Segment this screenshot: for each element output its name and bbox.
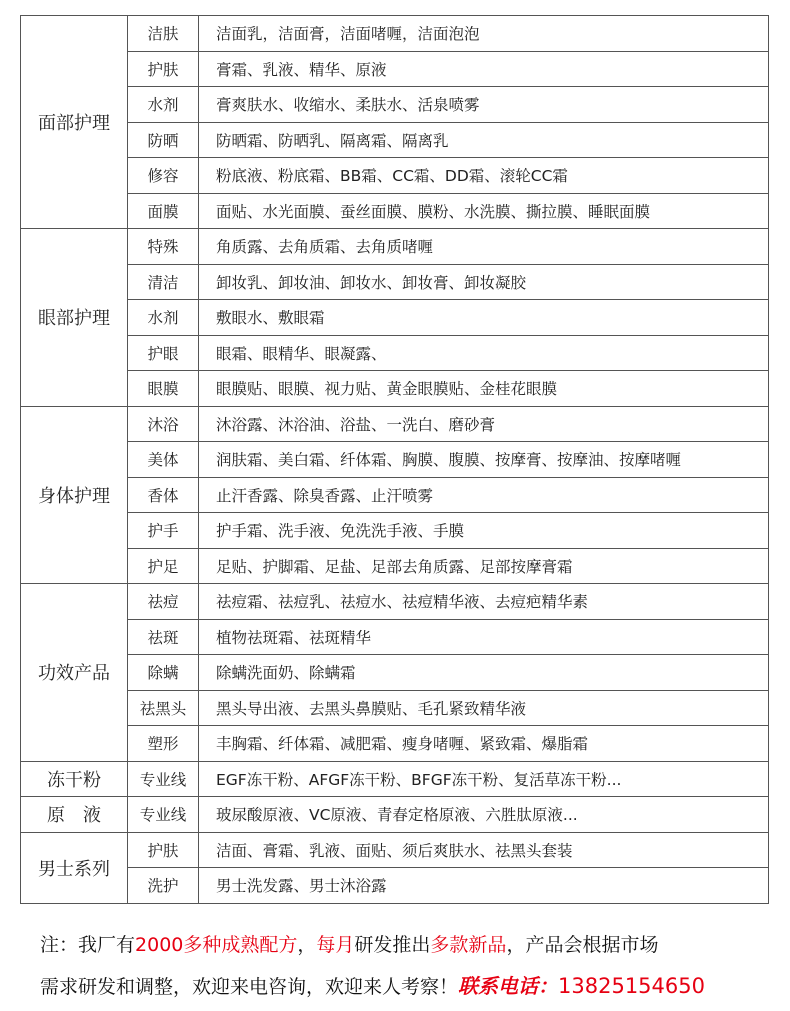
note-text: 需求研发和调整，欢迎来电咨询，欢迎来人考察！ (40, 976, 459, 998)
subcategory-cell: 清洁 (128, 264, 199, 300)
products-cell: 足贴、护脚霜、足盐、足部去角质露、足部按摩膏霜 (199, 548, 769, 584)
table-row (21, 797, 769, 833)
subcategory-cell: 洗护 (128, 868, 199, 904)
products-cell: 祛痘霜、祛痘乳、祛痘水、祛痘精华液、去痘疤精华素 (199, 584, 769, 620)
subcategory-cell: 护肤 (128, 832, 199, 868)
subcategory-cell: 专业线 (128, 797, 199, 833)
subcategory-cell: 面膜 (128, 193, 199, 229)
table-row (21, 584, 769, 620)
table-row (21, 158, 769, 194)
subcategory-cell: 美体 (128, 442, 199, 478)
table-row (21, 406, 769, 442)
subcategory-cell: 水剂 (128, 300, 199, 336)
table-row (21, 513, 769, 549)
subcategory-cell: 护眼 (128, 335, 199, 371)
category-cell: 眼部护理 (21, 229, 128, 407)
subcategory-cell: 祛痘 (128, 584, 199, 620)
subcategory-cell: 护肤 (128, 51, 199, 87)
table-row (21, 51, 769, 87)
products-cell: 洁面、膏霜、乳液、面贴、须后爽肤水、祛黑头套装 (199, 832, 769, 868)
subcategory-cell: 防晒 (128, 122, 199, 158)
note-highlight: 每月 (316, 934, 355, 956)
product-table (20, 15, 769, 904)
phone-number: 13825154650 (558, 974, 705, 998)
subcategory-cell: 祛黑头 (128, 690, 199, 726)
table-row (21, 442, 769, 478)
subcategory-cell: 专业线 (128, 761, 199, 797)
table-row (21, 264, 769, 300)
category-cell: 男士系列 (21, 832, 128, 903)
note-text: 研发推出 (354, 934, 431, 956)
products-cell: 眼膜贴、眼膜、视力贴、黄金眼膜贴、金桂花眼膜 (199, 371, 769, 407)
note-highlight: 2000多种成熟配方 (135, 934, 298, 956)
products-cell: 卸妆乳、卸妆油、卸妆水、卸妆膏、卸妆凝胶 (199, 264, 769, 300)
phone-label: 联系电话： (458, 974, 559, 998)
table-row (21, 16, 769, 52)
category-cell: 面部护理 (21, 16, 128, 229)
table-row (21, 229, 769, 265)
category-cell: 功效产品 (21, 584, 128, 762)
products-cell: 润肤霜、美白霜、纤体霜、胸膜、腹膜、按摩膏、按摩油、按摩啫喱 (199, 442, 769, 478)
products-cell: 面贴、水光面膜、蚕丝面膜、膜粉、水洗膜、撕拉膜、睡眠面膜 (199, 193, 769, 229)
products-cell: 敷眼水、敷眼霜 (199, 300, 769, 336)
products-cell: 膏爽肤水、收缩水、柔肤水、活泉喷雾 (199, 87, 769, 123)
products-cell: EGF冻干粉、AFGF冻干粉、BFGF冻干粉、复活草冻干粉... (199, 761, 769, 797)
subcategory-cell: 沐浴 (128, 406, 199, 442)
subcategory-cell: 修容 (128, 158, 199, 194)
subcategory-cell: 特殊 (128, 229, 199, 265)
table-row (21, 761, 769, 797)
subcategory-cell: 塑形 (128, 726, 199, 762)
table-row (21, 122, 769, 158)
note-text: 注：我厂有 (40, 934, 136, 956)
subcategory-cell: 眼膜 (128, 371, 199, 407)
subcategory-cell: 水剂 (128, 87, 199, 123)
subcategory-cell: 祛斑 (128, 619, 199, 655)
products-cell: 男士洗发露、男士沐浴露 (199, 868, 769, 904)
products-cell: 除螨洗面奶、除螨霜 (199, 655, 769, 691)
table-row (21, 87, 769, 123)
table-row (21, 690, 769, 726)
subcategory-cell: 洁肤 (128, 16, 199, 52)
table-row (21, 335, 769, 371)
category-cell: 原 液 (21, 797, 128, 833)
products-cell: 丰胸霜、纤体霜、减肥霜、瘦身啫喱、紧致霜、爆脂霜 (199, 726, 769, 762)
table-row (21, 655, 769, 691)
subcategory-cell: 除螨 (128, 655, 199, 691)
table-row (21, 726, 769, 762)
products-cell: 护手霜、洗手液、免洗洗手液、手膜 (199, 513, 769, 549)
products-cell: 洁面乳，洁面膏，洁面啫喱，洁面泡泡 (199, 16, 769, 52)
note-text: ， (297, 934, 317, 956)
products-cell: 膏霜、乳液、精华、原液 (199, 51, 769, 87)
note-highlight: 多款新品 (430, 934, 507, 956)
table-row (21, 300, 769, 336)
footer-note-line2 (40, 970, 705, 999)
category-cell: 身体护理 (21, 406, 128, 584)
table-row (21, 193, 769, 229)
products-cell: 植物祛斑霜、祛斑精华 (199, 619, 769, 655)
table-row (21, 832, 769, 868)
products-cell: 眼霜、眼精华、眼凝露、 (199, 335, 769, 371)
products-cell: 止汗香露、除臭香露、止汗喷雾 (199, 477, 769, 513)
category-cell: 冻干粉 (21, 761, 128, 797)
products-cell: 粉底液、粉底霜、BB霜、CC霜、DD霜、滚轮CC霜 (199, 158, 769, 194)
products-cell: 玻尿酸原液、VC原液、青春定格原液、六胜肽原液... (199, 797, 769, 833)
table-row (21, 868, 769, 904)
products-cell: 黑头导出液、去黑头鼻膜贴、毛孔紧致精华液 (199, 690, 769, 726)
table-row (21, 477, 769, 513)
subcategory-cell: 护足 (128, 548, 199, 584)
table-row (21, 548, 769, 584)
note-text: ，产品会根据市场 (506, 934, 659, 956)
footer-note-line1 (40, 930, 658, 957)
subcategory-cell: 香体 (128, 477, 199, 513)
products-cell: 沐浴露、沐浴油、浴盐、一洗白、磨砂膏 (199, 406, 769, 442)
products-cell: 防晒霜、防晒乳、隔离霜、隔离乳 (199, 122, 769, 158)
products-cell: 角质露、去角质霜、去角质啫喱 (199, 229, 769, 265)
subcategory-cell: 护手 (128, 513, 199, 549)
table-row (21, 371, 769, 407)
table-row (21, 619, 769, 655)
